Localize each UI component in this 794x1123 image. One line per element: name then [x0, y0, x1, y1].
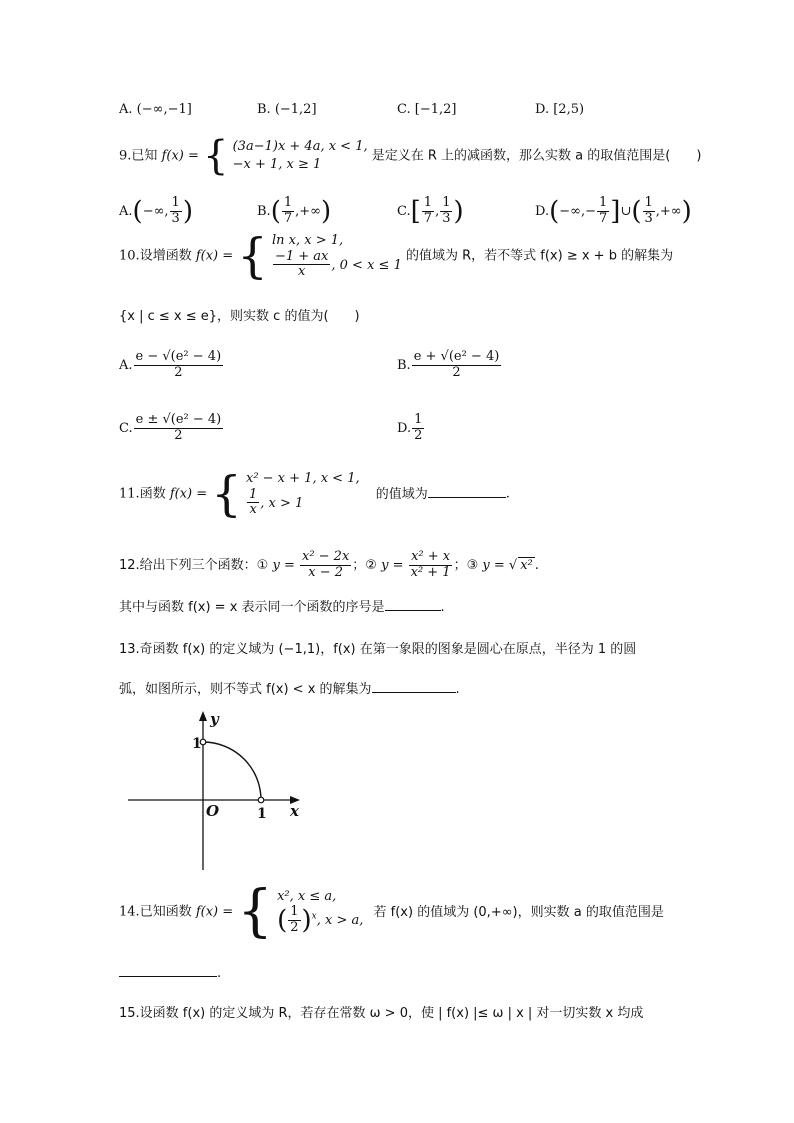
q10-option-c-label: C.: [119, 420, 133, 436]
q10-option-b-label: B.: [397, 357, 411, 373]
q10-line2: {x | c ≤ x ≤ e}，则实数 c 的值为( ): [119, 309, 360, 324]
q14-number: 14.: [119, 904, 140, 920]
origin-label: O: [206, 802, 220, 820]
q14-stem: [119, 879, 664, 944]
q13-line1: 13.奇函数 f(x) 的定义域为 (−1,1)，f(x) 在第一象限的图象是圆心在原点，半径为 1 的圆: [119, 642, 637, 657]
open-point-x: [258, 797, 264, 803]
q13-answer-blank[interactable]: [372, 692, 456, 693]
q12-f3-sqrt: √ x²: [508, 557, 533, 573]
q9-cases: [233, 138, 368, 173]
y-tick-label: 1: [192, 736, 202, 752]
q9-option-c-frac2: $\frac{1}{3}$: [442, 195, 451, 226]
q10-option-d: D. $\frac{1}{2}$: [397, 412, 423, 443]
q14-prefix: 已知函数: [139, 904, 192, 920]
q9-option-d-frac1: $\frac{1}{7}$: [599, 195, 608, 226]
q11-answer-blank[interactable]: [428, 497, 506, 498]
q9-option-a-frac: $\frac{1}{3}$: [171, 195, 180, 226]
q9-option-d: D.(−∞,− $\frac{1}{7}$ ]∪( $\frac{1}{3}$ ,+∞): [535, 195, 692, 227]
q9-prefix: 已知: [131, 148, 158, 164]
q12-prefix: 12.给出下列三个函数：①: [119, 557, 273, 573]
q11-cases: [246, 470, 360, 518]
q10-stem: [119, 228, 674, 285]
q12-answer-blank[interactable]: [385, 610, 441, 611]
q9-option-a: A.(−∞, $\frac{1}{3}$ ): [119, 195, 193, 227]
y-axis-arrow-icon: [199, 711, 207, 721]
q9-option-d-right: ,+∞: [655, 203, 682, 219]
q14-answer-blank[interactable]: [119, 976, 217, 977]
q11-case2: $\frac{1}{x}$ , x > 1: [248, 486, 304, 518]
q10-option-b: B. $\frac{\text{e + √(e² − 4)}}{2}$: [397, 349, 500, 380]
q10-prefix: 设增函数: [139, 248, 192, 264]
q14-brace: {: [237, 879, 273, 944]
q11-case1: x² − x + 1, x < 1,: [245, 471, 360, 486]
q8-option-d: D. [2,5): [535, 102, 585, 117]
q10-option-a: A. $\frac{\text{e − √(e² − 4)}}{2}$: [119, 349, 222, 380]
q9-case1: (3a−1)x + 4a, x < 1,: [232, 139, 368, 155]
q11-prefix: 函数: [139, 486, 166, 502]
q9-option-c: C.[ $\frac{1}{7}$ , $\frac{1}{3}$ ): [397, 195, 464, 227]
quarter-circle-arc: [203, 742, 261, 800]
q9-option-d-frac2: $\frac{1}{3}$: [644, 195, 653, 226]
q10-option-c: C. $\frac{\text{e ± √(e² − 4)}}{2}$: [119, 412, 222, 443]
q12-line1: [119, 550, 539, 581]
q10-cases: [272, 232, 402, 280]
q9-option-d-union: ∪: [620, 203, 632, 219]
q14-suffix: 若 f(x) 的值域为 (0,+∞)，则实数 a 的取值范围是: [373, 904, 664, 920]
q10-option-a-label: A.: [119, 357, 133, 373]
q12-end: .: [534, 557, 539, 573]
q9-stem: [119, 133, 702, 179]
q11-number: 11.: [119, 486, 140, 502]
y-axis-label: y: [210, 710, 219, 728]
q12-sep2: ；②: [352, 557, 382, 573]
q9-case2: −x + 1, x ≥ 1: [232, 157, 322, 172]
q11-suffix: 的值域为: [375, 486, 428, 502]
q8-option-c: C. [−1,2]: [397, 102, 457, 117]
q10-func: f(x) =: [195, 248, 234, 264]
q11-brace: {: [211, 466, 242, 523]
x-tick-label: 1: [257, 806, 267, 822]
q14-case1: x², x ≤ a,: [277, 888, 337, 904]
q14-case2: ( $\frac{1}{2}$ )$^x$, x > a,: [277, 904, 364, 936]
q9-option-b-frac: $\frac{1}{7}$: [283, 195, 293, 226]
q9-option-b: B.( $\frac{1}{7}$ ,+∞): [257, 195, 332, 227]
q12-f1-frac: $\frac{\text{x² − 2x}}{x - 2}$: [301, 549, 350, 580]
q10-case2: $\frac{-1 + ax}{x}$ , 0 < x ≤ 1: [274, 248, 402, 280]
q9-option-b-label: B.: [257, 203, 271, 219]
q14-cases: [277, 888, 363, 936]
q12-line2: 其中与函数 f(x) = x 表示同一个函数的序号是 .: [119, 600, 445, 615]
q10-brace: {: [237, 228, 268, 285]
q12-f2-lhs: y =: [381, 557, 404, 573]
q12-f3-lhs: y =: [482, 557, 505, 573]
q9-brace: {: [203, 133, 229, 179]
q10-suffix: 的值域为 R，若不等式 f(x) ≥ x + b 的解集为: [405, 248, 674, 264]
q9-option-d-left: −∞,−: [559, 203, 596, 219]
q10-number: 10.: [119, 248, 140, 264]
q8-option-a: A. (−∞,−1]: [119, 102, 192, 117]
q10-option-d-label: D.: [397, 420, 412, 436]
q9-option-a-left: −∞,: [142, 203, 169, 219]
q12-f2-frac: $\frac{\text{x² + x}}{\text{x² + 1}}$: [410, 549, 451, 580]
q12-f1-lhs: y =: [272, 557, 295, 573]
q12-sep3: ；③: [453, 557, 483, 573]
q9-suffix: 是定义在 R 上的减函数，那么实数 a 的取值范围是( ): [371, 148, 702, 164]
q9-option-c-label: C.: [397, 203, 411, 219]
q9-func: f(x) =: [161, 148, 199, 164]
q9-number: 9.: [119, 148, 132, 164]
x-axis-label: x: [290, 802, 299, 820]
q9-option-a-label: A.: [119, 203, 133, 219]
q9-option-c-frac1: $\frac{1}{7}$: [423, 195, 433, 226]
q15-line1: 15.设函数 f(x) 的定义域为 R，若存在常数 ω > 0，使 | f(x) |≤ ω | x | 对一切实数 x 均成: [119, 1006, 644, 1021]
q8-option-b: B. (−1,2]: [257, 102, 317, 117]
q9-option-d-label: D.: [535, 203, 550, 219]
q10-case1: ln x, x > 1,: [271, 233, 344, 248]
q11-stem: 11.函数 f(x) = { x² − x + 1, x < 1, $\frac{1}{x}$ , x > 1 的值域为 .: [119, 466, 510, 523]
q14-line2: .: [119, 966, 221, 981]
q13-line2: 弧，如图所示，则不等式 f(x) < x 的解集为 .: [119, 682, 460, 697]
q11-func: f(x) =: [169, 486, 208, 502]
q14-func: f(x) =: [195, 904, 234, 920]
q13-graph: [120, 706, 310, 874]
q9-option-b-right: ,+∞: [295, 203, 321, 219]
